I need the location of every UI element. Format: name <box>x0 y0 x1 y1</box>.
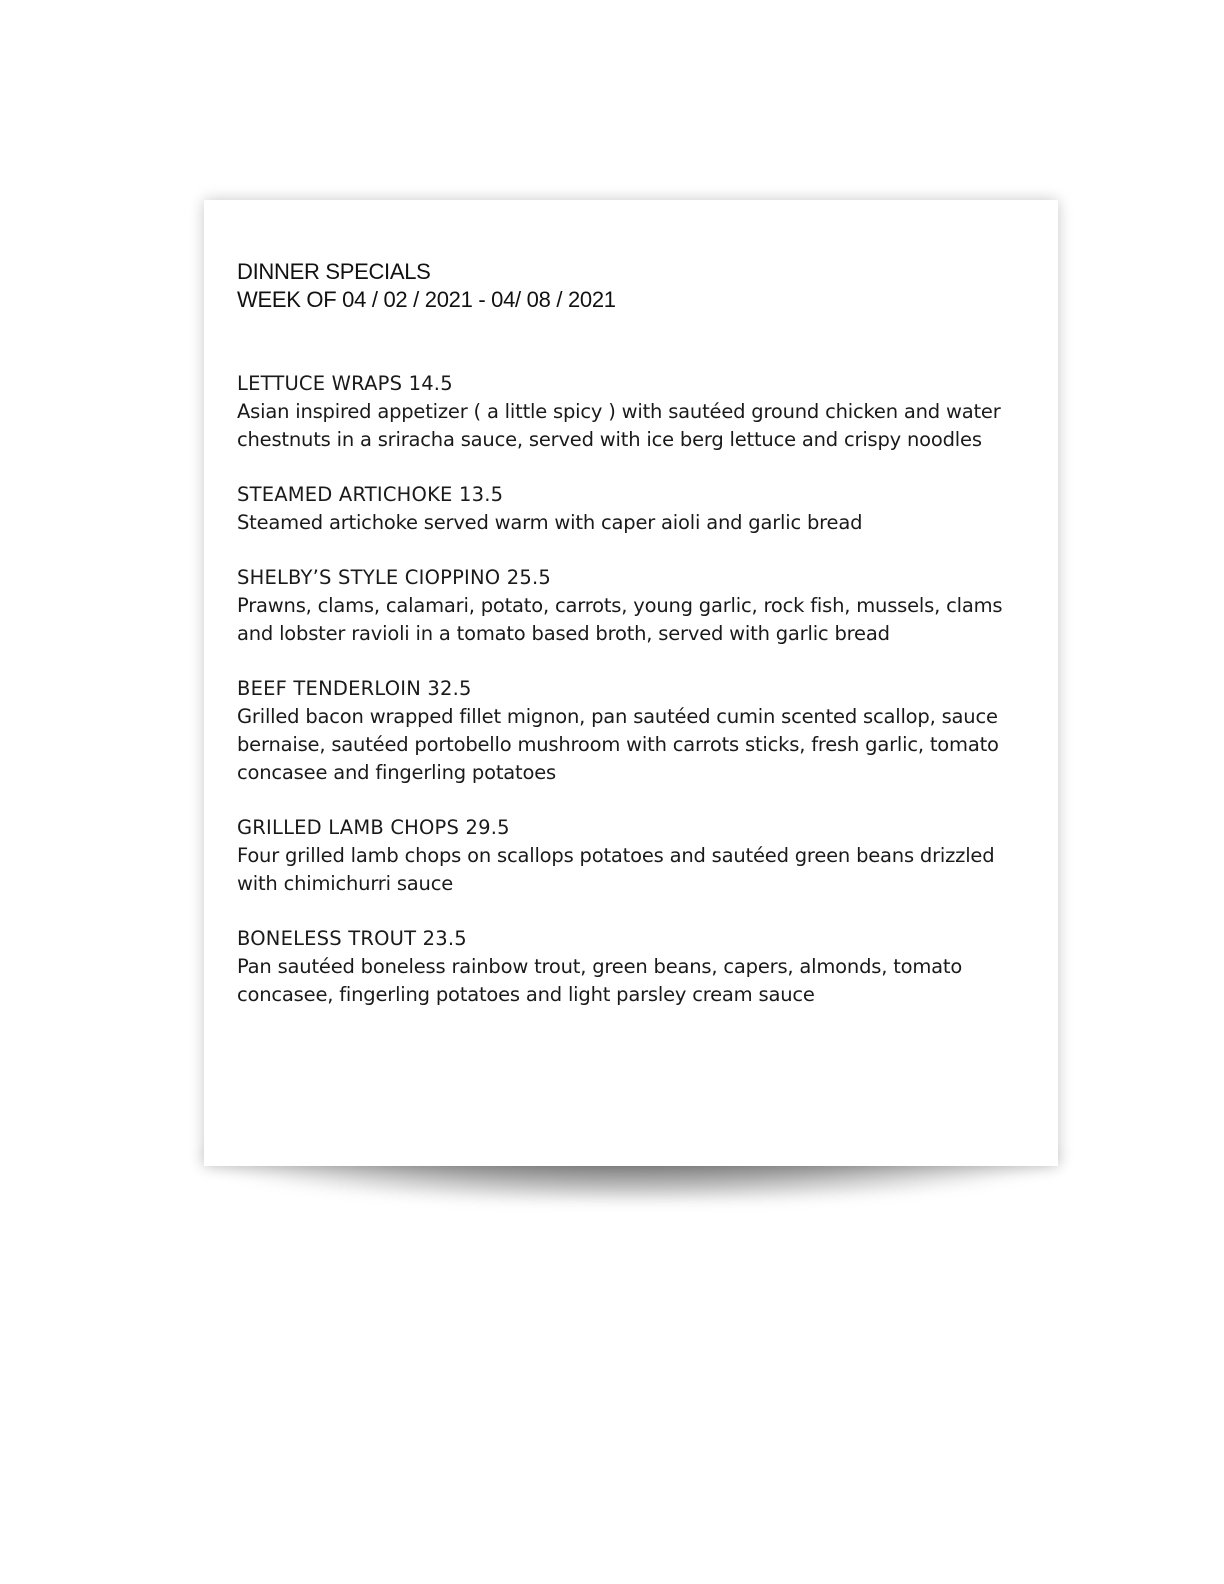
item-title: STEAMED ARTICHOKE 13.5 <box>237 483 504 506</box>
menu-items <box>237 370 1037 1009</box>
menu-item-boneless-trout <box>237 925 1037 1009</box>
menu-item-lamb-chops <box>237 814 1037 898</box>
item-description: Four grilled lamb chops on scallops potatoes and sautéed green beans drizzled with chimichurri sauce <box>237 844 995 895</box>
item-description: Steamed artichoke served warm with caper aioli and garlic bread <box>237 511 863 534</box>
menu-item-beef-tenderloin <box>237 675 1037 787</box>
menu-header <box>237 258 1037 314</box>
item-title: BEEF TENDERLOIN 32.5 <box>237 677 472 700</box>
item-description: Pan sautéed boneless rainbow trout, green beans, capers, almonds, tomato concasee, fingerling potatoes and light parsley cream sauce <box>237 955 963 1006</box>
item-title: LETTUCE WRAPS 14.5 <box>237 372 453 395</box>
menu-item-steamed-artichoke <box>237 481 1037 537</box>
item-description: Prawns, clams, calamari, potato, carrots, young garlic, rock fish, mussels, clams and lobster ravioli in a tomato based broth, served with garlic bread <box>237 594 1003 645</box>
item-description: Grilled bacon wrapped fillet mignon, pan sautéed cumin scented scallop, sauce bernaise, sautéed portobello mushroom with carrots sticks, fresh garlic, tomato concasee and fingerling potatoes <box>237 705 999 784</box>
item-title: SHELBY’S STYLE CIOPPINO 25.5 <box>237 566 551 589</box>
menu-item-cioppino <box>237 564 1037 648</box>
menu-content <box>237 258 1037 1036</box>
menu-week: WEEK OF 04 / 02 / 2021 - 04/ 08 / 2021 <box>237 287 616 312</box>
menu-card <box>204 200 1058 1166</box>
menu-item-lettuce-wraps <box>237 370 1037 454</box>
menu-title: DINNER SPECIALS <box>237 259 431 284</box>
item-title: GRILLED LAMB CHOPS 29.5 <box>237 816 510 839</box>
item-description: Asian inspired appetizer ( a little spicy ) with sautéed ground chicken and water chestnuts in a sriracha sauce, served with ice berg lettuce and crispy noodles <box>237 400 1001 451</box>
item-title: BONELESS TROUT 23.5 <box>237 927 467 950</box>
